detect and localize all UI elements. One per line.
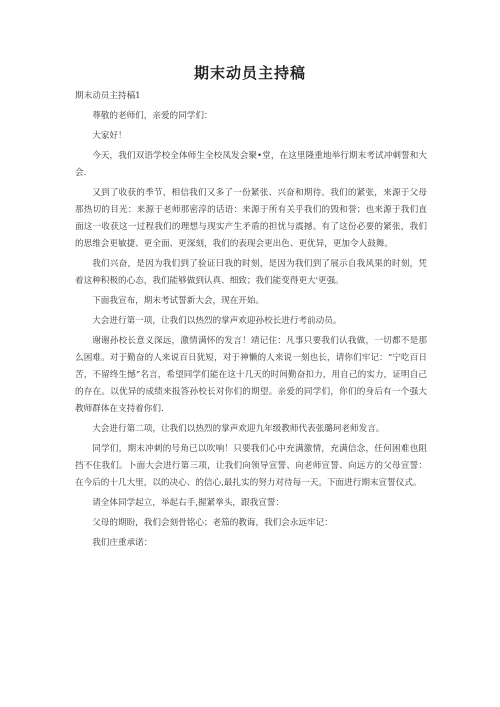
paragraph-oath-parents: 父母的期盼，我们会刻骨铭心；老笳的教诲，我们会永远牢记： xyxy=(92,518,333,528)
paragraph-item-two: 大会进行第二项，让我们以热烈的掌声欢迎九年级教师代表张璐珂老师发言。 xyxy=(92,424,385,434)
document-subtitle: 期末动员主持稿1 xyxy=(75,91,141,101)
paragraph-intro: 今天，我们双语学校全体师生全校凤发会聚•堂，在这里隆重地举行期末考试冲刺誓和大会. xyxy=(75,151,427,178)
paragraph-greeting: 尊敬的老师们，亲爱的同学们： xyxy=(92,111,213,121)
paragraph-announcement: 下面我宣布，期末考试誓新大会，现在开始。 xyxy=(92,296,265,306)
paragraph-item-one: 大会进行第一项，让我们以热烈的掌声欢迎孙校长进行考前动员。 xyxy=(92,316,342,326)
paragraph-thanks: 谢谢孙校长意义深远，激情满怀的发言！靖记住：凡事只要我们认我做，一切都不是那么困难。对于勤奋的人来说百日犹短，对于神懒的人来说一刻也长，请你们牢记：“宁吃百日苦，不留终生憾”名言，希望同学们能在这十几天的时间勤奋扣力，用自己的实力，证明自己的存在。以优异的成绩来报答孙校长对你们的期望。亲爱的同学们，你们的身后有一个强大教师群体在支持着你们. xyxy=(75,336,427,414)
paragraph-item-three: 同学们，期末冲刺的号角已以吹响！只要我们心中充满激情，充满信念，任何困难也阻挡不住我们。卜面大会进行第三项，让我们向领导宣誓、向老师宣誓、向远方的父母宣誓：在今后的十几大里，以的决心、的信心,最扎实的努力对待每一天。下面进行期末宣誓仪式。 xyxy=(75,444,427,488)
paragraph-hello: 大家好！ xyxy=(92,131,127,141)
paragraph-promise: 我们庄重承诺： xyxy=(92,538,153,548)
document-body xyxy=(75,88,427,552)
document-title: 期末动员主持稿 xyxy=(193,64,306,82)
paragraph-tension: 又到了收获的季节，相信我们又多了一份紧张、兴奋和期待。我们的紧张，来源于父母那热切的目光：来源于老师那密淳的话语：来源于所有关乎我们的毁和誉；也来源于我们直面这一收获这一过程我们的理想与现实产生矛盾的担忧与震撼。有了这份必要的紧张，我们的思维会更敏捷、更全面、更深刻，我们的表现会更出色、更优异，更加令人鼓舞。 xyxy=(75,188,427,249)
paragraph-stand-up: 请全体同学起立，举起右手,握紧拳头，跟我宣誓： xyxy=(92,498,284,508)
paragraph-excitement: 我们兴奋，是因为我们到了验证曰我的时刻，是因为我们到了展示自我风果的时刻，凭着这种积极的心态，我们能够做到认真、细致；我们能变得更大'更强。 xyxy=(75,259,427,286)
